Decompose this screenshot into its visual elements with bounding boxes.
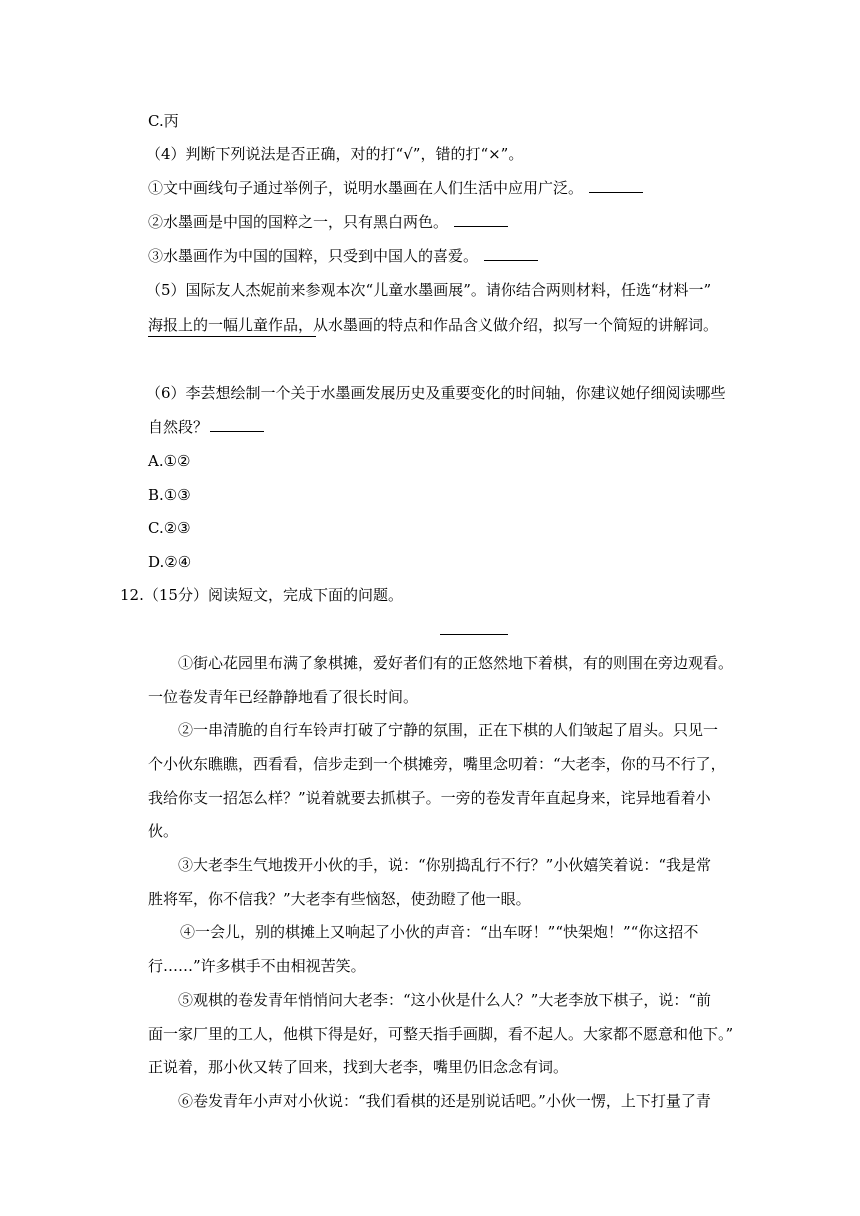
paragraph-4-line-1: ④一会儿，别的棋摊上又响起了小伙的声音：“出车呀！”“快架炮！”“你这招不	[180, 923, 699, 941]
option-b[interactable]: B.①③	[148, 486, 191, 504]
paragraph-3-line-1: ③大老李生气地拨开小伙的手，说：“你别捣乱行不行？”小伙嬉笑着说：“我是常	[178, 856, 712, 874]
paragraph-5-line-1: ⑤观棋的卷发青年悄悄问大老李：“这小伙是什么人？”大老李放下棋子，说：“前	[178, 991, 712, 1009]
judgement-item-2	[148, 211, 508, 233]
judgement-item-3-text: ③水墨画作为中国的国粹，只受到中国人的喜爱。	[148, 247, 479, 265]
paragraph-2-line-3: 我给你支一招怎么样？”说着就要去抓棋子。一旁的卷发青年直起身来，诧异地看着小	[148, 789, 711, 807]
question-4-stem: （4）判断下列说法是否正确，对的打“√”，错的打“×”。	[146, 145, 524, 163]
question-6-line-2	[148, 416, 264, 438]
paragraph-2-line-4: 伙。	[148, 822, 179, 840]
question-5-line-2: 海报上的一幅儿童作品，从水墨画的特点和作品含义做介绍，拟写一个简短的讲解词。	[148, 316, 719, 334]
paragraph-1-line-1: ①街心花园里布满了象棋摊，爱好者们有的正悠然地下着棋，有的则围在旁边观看。	[178, 654, 734, 672]
option-d[interactable]: D.②④	[148, 553, 192, 571]
judgement-item-1	[148, 177, 643, 199]
question-6-line-2-text: 自然段？	[148, 418, 209, 436]
question-5-line-1: （5）国际友人杰妮前来参观本次“儿童水墨画展”。请你结合两则材料，任选“材料一”	[146, 281, 712, 299]
answer-blank-2[interactable]	[454, 212, 508, 227]
paragraph-6-line-1: ⑥卷发青年小声对小伙说：“我们看棋的还是别说话吧。”小伙一愣，上下打量了青	[178, 1092, 711, 1110]
paragraph-5-line-3: 正说着，那小伙又转了回来，找到大老李，嘴里仍旧念念有词。	[148, 1058, 569, 1076]
judgement-item-2-text: ②水墨画是中国的国粹之一，只有黑白两色。	[148, 213, 449, 231]
answer-blank-3[interactable]	[484, 246, 538, 261]
answer-blank-1[interactable]	[589, 178, 643, 193]
paragraph-2-line-1: ②一串清脆的自行车铃声打破了宁静的氛围，正在下棋的人们皱起了眉头。只见一	[178, 721, 719, 739]
answer-blank-q6[interactable]	[210, 417, 264, 432]
paragraph-5-line-2: 面一家厂里的工人，他棋下得是好，可整天指手画脚，看不起人。大家都不愿意和他下。”	[148, 1025, 734, 1043]
title-blank-line[interactable]	[440, 634, 508, 635]
question-12-header: 12.（15分）阅读短文，完成下面的问题。	[120, 586, 403, 604]
paragraph-2-line-2: 个小伙东瞧瞧，西看看，信步走到一个棋摊旁，嘴里念叨着：“大老李，你的马不行了，	[148, 755, 726, 773]
option-c-previous: C.丙	[148, 112, 179, 130]
answer-line-q5[interactable]	[148, 336, 316, 337]
judgement-item-1-text: ①文中画线句子通过举例子，说明水墨画在人们生活中应用广泛。	[148, 179, 584, 197]
option-a[interactable]: A.①②	[148, 452, 191, 470]
option-c[interactable]: C.②③	[148, 519, 191, 537]
paragraph-4-line-2: 行……”许多棋手不由相视苦笑。	[148, 957, 366, 975]
paragraph-3-line-2: 胜将军，你不信我？”大老李有些恼怒，使劲瞪了他一眼。	[148, 890, 531, 908]
judgement-item-3	[148, 245, 538, 267]
paragraph-1-line-2: 一位卷发青年已经静静地看了很长时间。	[148, 688, 419, 706]
question-6-line-1: （6）李芸想绘制一个关于水墨画发展历史及重要变化的时间轴，你建议她仔细阅读哪些	[146, 384, 726, 402]
